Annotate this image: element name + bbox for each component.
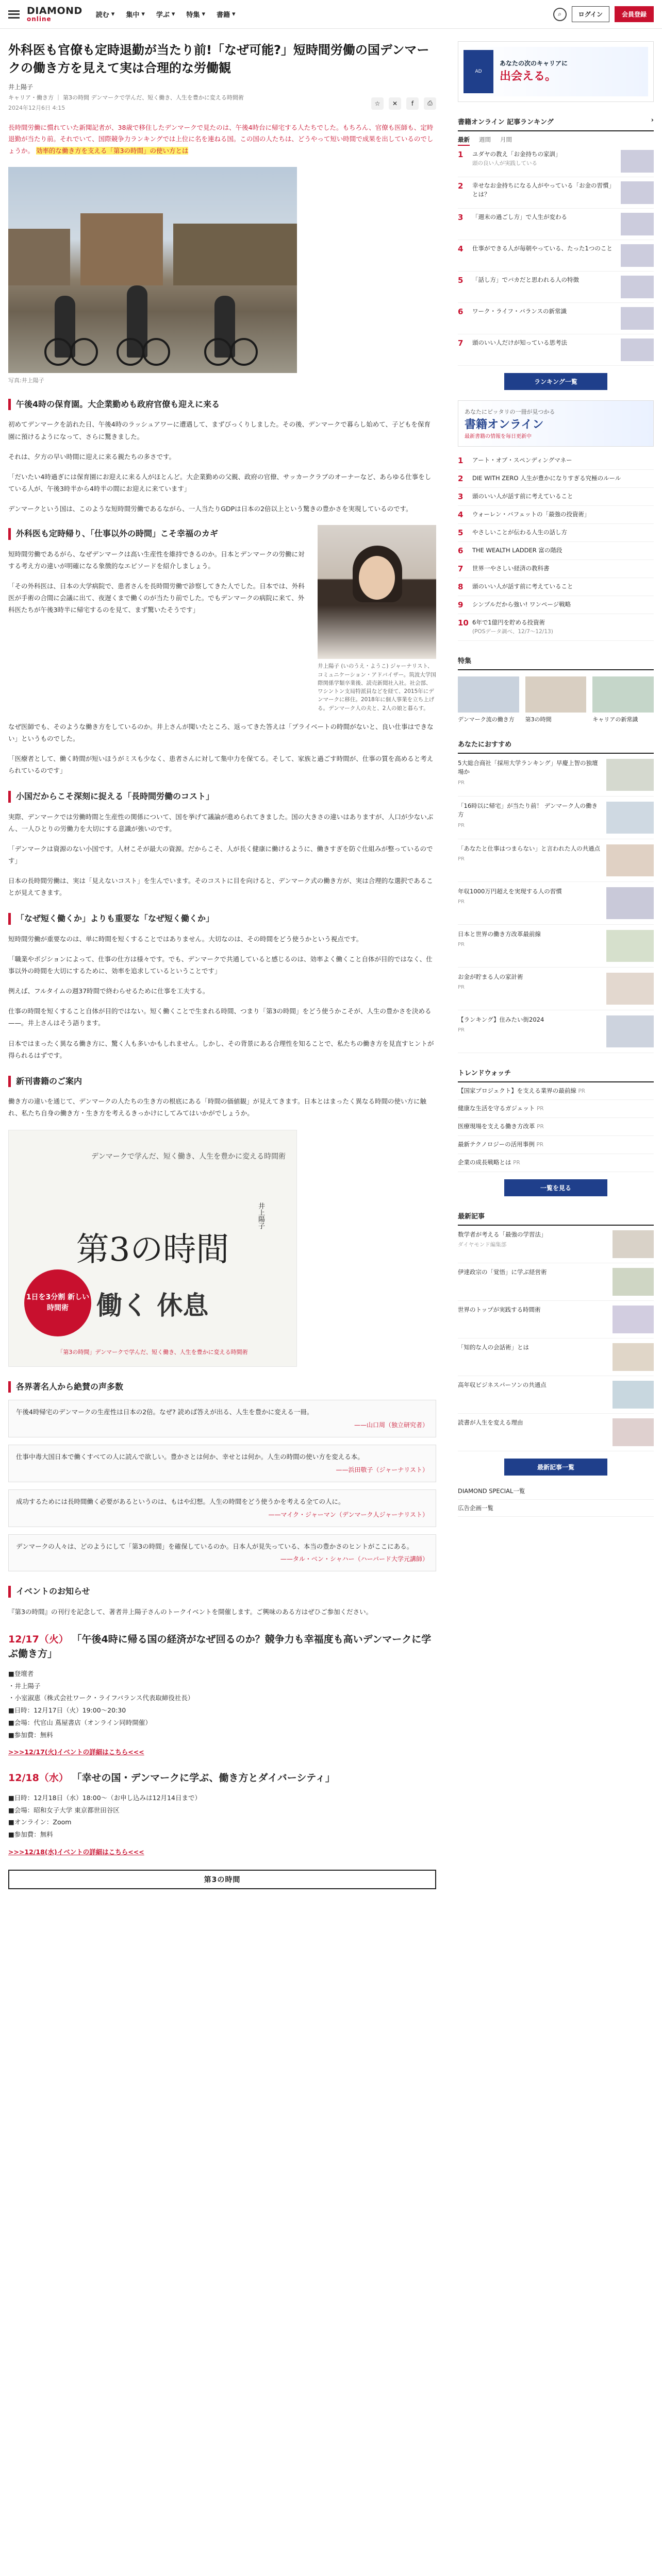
- ad-cover-image: AD: [464, 50, 493, 93]
- paragraph: 「職業やポジションによって、仕事の仕方は様々です。でも、デンマークで共通していると感じるのは、効率よく働くこと自体が目的ではなく、仕事以外の時間を大切にするために、効率を追求しているということです」: [8, 955, 433, 975]
- section-heading-1: 午後4時の保育園。大企業勤めも政府官僚も迎えに来る: [8, 399, 436, 410]
- thumbnail: [621, 338, 654, 361]
- tab-latest[interactable]: 最新: [458, 135, 470, 146]
- author-portrait: [318, 525, 436, 713]
- recommend-heading: あなたにおすすめ: [458, 735, 654, 754]
- paragraph: 働き方の違いを通じて、デンマークの人たちの生き方の根底にある「時間の価値観」が見えてきます。日本とはまったく異なる時間の使い方に触れ、私たち自身の働き方・生き方を考えるきっかけにしてみてはいかがでしょうか。: [8, 1097, 427, 1117]
- nav-item-read[interactable]: 読む ▾: [95, 10, 115, 19]
- list-item[interactable]: 企業の成長戦略とは PR: [458, 1154, 654, 1172]
- ranking-heading: 書籍オンライン 記事ランキング ›: [458, 112, 654, 131]
- nav-item-learn[interactable]: 学ぶ ▾: [156, 10, 175, 19]
- list-item[interactable]: 5大総合商社「採用大学ランキング」早慶上智の独壇場か PR: [458, 754, 654, 796]
- list-item[interactable]: 【ランキング】住みたい街2024 PR: [458, 1010, 654, 1053]
- paragraph: 短時間労働が重要なのは、単に時間を短くすることではありません。大切なのは、その時間をどう使うかという視点です。: [8, 935, 363, 943]
- feature-heading: 特集: [458, 651, 654, 670]
- book-ranking-list: [458, 452, 654, 641]
- paragraph: 「デンマークは資源のない小国です。人材こそが最大の資源。だからこそ、人が長く健康に働けるように、働きすぎを防ぐ仕組みが整っているのです」: [8, 844, 433, 865]
- thumbnail: [621, 276, 654, 298]
- sidebar: [458, 34, 654, 1889]
- paragraph: 短時間労働であるがら、なぜデンマークは高い生産性を維持できるのか。日本とデンマークの労働に対する考え方の違いが明確になる象徴的なエピソードを紹介しましょう。: [8, 550, 305, 570]
- endorsement-quote: 午後4時帰宅のデンマークの生産性は日本の2倍。なぜ? 読めば答えが出る、人生を豊かに変える一冊。 ——山口周（独立研究者）: [8, 1400, 436, 1437]
- list-item[interactable]: 医療現場を支える働き方改革 PR: [458, 1118, 654, 1136]
- paragraph: 例えば、フルタイムの週37時間で終わらせるために仕事を工夫する。: [8, 987, 209, 995]
- event-details-2: ■日時：12月18日（水）18:00～（お申し込みは12月14日まで） ■会場：昭和女子大学 東京都世田谷区 ■オンライン：Zoom ■参加費：無料: [8, 1793, 201, 1839]
- feature-card[interactable]: 第3の時間: [525, 676, 587, 724]
- feature-card[interactable]: キャリアの新常識: [592, 676, 654, 724]
- share-facebook-icon[interactable]: f: [406, 97, 419, 110]
- event-title-2: 12/18（水） 「幸せの国・デンマークに学ぶ、働き方とダイバーシティ」: [8, 1772, 335, 1784]
- list-item[interactable]: 1 アート・オブ・スペンディングマネー: [458, 452, 654, 470]
- article-category[interactable]: キャリア・働き方 ｜ 第3の時間 デンマークで学んだ、短く働き、人生を豊かに変える時間術: [8, 94, 244, 101]
- ranking-list: [458, 146, 654, 366]
- list-item[interactable]: 3 頭のいい人が話す前に考えていること: [458, 488, 654, 506]
- ad-title: 出会える。: [500, 70, 557, 83]
- list-item[interactable]: 4 ウォーレン・バフェットの「最強の投資術」: [458, 506, 654, 524]
- menu-icon[interactable]: [8, 10, 20, 19]
- paragraph: それは、夕方の早い時間に迎えに来る親たちの多さです。: [8, 452, 176, 461]
- book-online-ad[interactable]: あなたにピッタリの一冊が見つかる 書籍オンライン 最新書籍の情報を毎日更新中: [458, 400, 654, 447]
- events-intro: 『第3の時間』の刊行を記念して、著者井上陽子さんのトークイベントを開催します。ご興味のある方はぜひご参加ください。: [8, 1607, 373, 1616]
- event-link-2[interactable]: >>>12/18(水)イベントの詳細はこちら<<<: [8, 1848, 144, 1856]
- book-banner[interactable]: 第3の時間: [8, 1870, 436, 1889]
- book-cover[interactable]: [8, 1130, 297, 1367]
- section-heading-3: 小国だからこそ深刻に捉える「長時間労働のコスト」: [8, 791, 436, 802]
- logo-line1: DIAMOND: [27, 5, 82, 16]
- list-item[interactable]: 4 仕事ができる人が毎朝やっている、たった1つのこと: [458, 240, 654, 272]
- book-cover-text: 働く 休息: [96, 1290, 209, 1320]
- list-item[interactable]: 6 THE WEALTH LADDER 富の階段: [458, 542, 654, 560]
- paragraph: 日本ではまったく異なる働き方に、驚く人も多いかもしれません。しかし、その背景にある合理性を知ることで、私たちの働き方を見直すヒントが得られるはずです。: [8, 1039, 434, 1059]
- list-item[interactable]: 健康な生活を守るガジェット PR: [458, 1100, 654, 1118]
- latest-heading: 最新記事: [458, 1207, 654, 1226]
- event-title-1: 12/17（火） 「午後4時に帰る国の経済がなぜ回るのか？競争力も幸福度も高いデンマークに学ぶ働き方」: [8, 1633, 432, 1660]
- paragraph: 仕事の時間を短くすること自体が目的ではない。短く働くことで生まれる時間、つまり「第3の時間」をどう使うかこそが、人生の豊かさを決める——。井上さんはそう語ります。: [8, 1007, 432, 1027]
- list-item[interactable]: 数学者が考える「最強の学習法」 ダイヤモンド編集部: [458, 1226, 654, 1263]
- endorsement-quote: 仕事中毒大国日本で働くすべての人に読んで欲しい。豊かさとは何か、幸せとは何か。人生の時間の使い方を変える本。 ——浜田敬子（ジャーナリスト）: [8, 1445, 436, 1482]
- feature-cards: [458, 676, 654, 724]
- recommend-list: [458, 754, 654, 1053]
- trend-heading: トレンドウォッチ: [458, 1063, 654, 1082]
- publish-date: 2024年12月6日 4:15: [8, 104, 65, 111]
- nav-item-books[interactable]: 書籍 ▾: [216, 10, 236, 19]
- list-item[interactable]: お金が貯まる人の家計術 PR: [458, 968, 654, 1010]
- list-item[interactable]: 「16時以に帰宅」が当たり前！ デンマーク人の働き方 PR: [458, 796, 654, 839]
- trend-list-button[interactable]: 一覧を見る: [504, 1179, 607, 1196]
- list-item[interactable]: 最新テクノロジーの活用事例 PR: [458, 1136, 654, 1154]
- site-header: [0, 0, 662, 29]
- events-heading: イベントのお知らせ: [8, 1586, 436, 1597]
- print-icon[interactable]: ⎙: [424, 97, 436, 110]
- share-x-icon[interactable]: ✕: [389, 97, 401, 110]
- article-lead: 長時間労働に慣れていた新聞記者が、38歳で移住したデンマークで見たのは、午後4時台に帰宅する人たちでした。もちろん、官僚も医師も、定時退勤が当たり前。それでいて、国際競争力ランキングでは上位に名を連ねる国。この国の人たちは、どうやって短い時間で成果を出しているのでしょうか。 効率的な働き方を支える「第3の時間」の使い方とは: [8, 123, 434, 155]
- register-button[interactable]: 会員登録: [615, 6, 654, 22]
- footer-link[interactable]: DIAMOND SPECIAL一覧: [458, 1483, 654, 1500]
- login-button[interactable]: ログイン: [572, 6, 609, 22]
- trend-list: [458, 1082, 654, 1172]
- list-item[interactable]: 読書が人生を変える理由: [458, 1414, 654, 1451]
- paragraph: 日本の長時間労働は、実は「見えないコスト」を生んでいます。そのコストに目を向けると、デンマーク式の働き方が、実は合理的な選択であることが見えてきます。: [8, 877, 433, 897]
- feature-card[interactable]: デンマーク流の働き方: [458, 676, 519, 724]
- search-icon[interactable]: ⌕: [553, 8, 567, 21]
- book-subtitle: デンマークで学んだ、短く働き、人生を豊かに変える時間術: [91, 1152, 286, 1161]
- event-link-1[interactable]: >>>12/17(火)イベントの詳細はこちら<<<: [8, 1748, 144, 1756]
- ranking-tabs: [458, 135, 654, 146]
- chevron-right-icon: ›: [651, 116, 654, 124]
- thumbnail: [621, 244, 654, 267]
- ranking-list-button[interactable]: ランキング一覧: [504, 373, 607, 390]
- list-item[interactable]: 9 シンプルだから強い! ワンページ戦略: [458, 596, 654, 614]
- list-item[interactable]: 8 頭のいい人が話す前に考えていること: [458, 578, 654, 596]
- article-title: 外科医も官僚も定時退勤が当たり前!「なぜ可能?」短時間労働の国デンマークの働き方を見えて実は合理的な労働観: [8, 43, 429, 75]
- paragraph: 「その外科医は、日本の大学病院で、患者さんを長時間労働で診察してきた人でした。日本では、外科医が手術の合間に会議に出て、夜遅くまで働くのが当たり前でした。でもデンマークの病院に来て、外科医たちが午後3時半に帰宅するのを見て、まず驚いたそうです」: [8, 582, 305, 614]
- footer-link[interactable]: 広告企画一覧: [458, 1500, 654, 1517]
- event-details-1: ■登壇者 ・井上陽子 ・小室淑恵（株式会社ワーク・ライフバランス代表取締役社長） ■日時：12月17日（火）19:00～20:30 ■会場：代官山 蔦屋書店（オンライン同時開催） ■参加費：無料: [8, 1669, 194, 1739]
- section-heading-5: 新刊書籍のご案内: [8, 1076, 436, 1087]
- list-item[interactable]: 7 頭のいい人だけが知っている思考法: [458, 334, 654, 366]
- article-photo: [8, 167, 297, 373]
- tab-monthly[interactable]: 月間: [500, 136, 512, 143]
- nav-item-focus[interactable]: 集中 ▾: [126, 10, 145, 19]
- logo-line2: online: [27, 15, 52, 23]
- voices-heading: 各界著名人から絶賛の声多数: [8, 1381, 436, 1393]
- ad-banner[interactable]: [458, 41, 654, 102]
- paragraph: 実際、デンマークでは労働時間と生産性の関係について、国を挙げて議論が進められてきました。国の大きさの違いはありますが、人口が少ないぶん、一人ひとりの労働力を大切にする意識が強いのです。: [8, 812, 434, 833]
- paragraph: 初めてデンマークを訪れた日、午後4時のラッシュアワーに遭遇して、まずびっくりしました。その後、デンマークで暮らし始めて、子どもを保育園に預けるようになって、さらに驚きました。: [8, 420, 431, 440]
- paragraph: 「医療者として、働く時間が短いほうがミスも少なく、患者さんに対して集中力を保てる。そして、家族と過ごす時間が、仕事の質を高めると考えられているのです」: [8, 755, 434, 775]
- photo-caption: 写真:井上陽子: [8, 377, 44, 384]
- list-item[interactable]: 5 「話し方」でバカだと思われる人の特徴: [458, 272, 654, 303]
- thumbnail: [621, 181, 654, 204]
- paragraph: デンマークという国は、このような短時間労働であるながら、一人当たりGDPは日本の2倍以上という驚きの豊かさを実現しているのです。: [8, 505, 412, 513]
- list-item[interactable]: 伊達政宗の「覚悟」に学ぶ経営術: [458, 1263, 654, 1301]
- book-title: 第3の時間: [76, 1230, 229, 1269]
- paragraph: なぜ医師でも、そのような働き方をしているのか。井上さんが聞いたところ、返ってきた答えは「プライベートの時間がないと、良い仕事はできない」というものでした。: [8, 722, 434, 742]
- endorsement-quote: デンマークの人々は、どのようにして「第3の時間」を確保しているのか。日本人が見失っている、本当の豊かさのヒントがここにある。 ——タル・ベン・シャハー（ハーバード大学元講師）: [8, 1534, 436, 1572]
- list-item[interactable]: 「あなたと仕事はつまらない」と言われた人の共通点 PR: [458, 839, 654, 882]
- thumbnail: [621, 307, 654, 330]
- list-item[interactable]: 世界のトップが実践する時間術: [458, 1301, 654, 1338]
- nav-item-feature[interactable]: 特集 ▾: [186, 10, 205, 19]
- list-item[interactable]: 6 ワーク・ライフ・バランスの新常識: [458, 303, 654, 334]
- list-item[interactable]: 2 DIE WITH ZERO 人生が豊かになりすぎる究極のルール: [458, 470, 654, 488]
- thumbnail: [621, 213, 654, 235]
- list-item[interactable]: 1 ユダヤの教え「お金持ちの家訓」 頭の良い人が実践している: [458, 146, 654, 177]
- latest-list-button[interactable]: 最新記事一覧: [504, 1459, 607, 1476]
- site-logo[interactable]: [27, 6, 82, 22]
- article-main: [8, 34, 436, 1889]
- section-heading-2: 外科医も定時帰り、「仕事以外の時間」こそ幸福のカギ: [8, 528, 307, 539]
- list-item[interactable]: 「知的な人の会話術」とは: [458, 1338, 654, 1376]
- bookmark-icon[interactable]: ☆: [371, 97, 384, 110]
- list-item[interactable]: 【国家プロジェクト】を支える業界の最前線 PR: [458, 1082, 654, 1100]
- list-item[interactable]: 5 やさしいことが伝わる人生の話し方: [458, 524, 654, 542]
- endorsement-quote: 成功するためには長時間働く必要があるというのは、もはや幻想。人生の時間をどう使うかを考える全ての人に。 ——マイク・ジャーマン（デンマーク人ジャーナリスト）: [8, 1489, 436, 1527]
- list-item[interactable]: 7 世界一やさしい経済の教科書: [458, 560, 654, 578]
- list-item[interactable]: 日本と世界の働き方改革最前線 PR: [458, 925, 654, 968]
- book-band: 「第3の時間」デンマークで学んだ、短く働き、人生を豊かに変える時間術: [57, 1348, 248, 1355]
- list-item[interactable]: 年収1000万円超えを実現する人の習慣 PR: [458, 882, 654, 925]
- tab-weekly[interactable]: 週間: [479, 136, 491, 143]
- paragraph: 「だいたい4時過ぎには保育園にお迎えに来る人がほとんど。大企業勤めの父親、政府の官僚、サッカークラブのオーナーなど、あらゆる仕事をしている人が、午後3時半から4時半の間にお迎えに来ています」: [8, 472, 432, 493]
- lead-highlight: 効率的な働き方を支える「第3の時間」の使い方とは: [36, 146, 189, 155]
- list-item[interactable]: 高年収ビジネスパーソンの共通点: [458, 1376, 654, 1414]
- ad-subtitle: あなたの次のキャリアに: [500, 59, 568, 67]
- book-badge: 1日を3分割 新しい時間術: [24, 1269, 91, 1336]
- list-item[interactable]: 2 幸せなお金持ちになる人がやっている「お金の習慣」とは？: [458, 177, 654, 209]
- section-heading-4: 「なぜ短く働くか」よりも重要な「なぜ短く働くか」: [8, 913, 436, 924]
- list-item[interactable]: 3 「週末の過ごし方」で人生が変わる: [458, 209, 654, 240]
- latest-list: [458, 1226, 654, 1451]
- author-name[interactable]: 井上陽子: [8, 83, 34, 91]
- top-nav: [96, 9, 236, 19]
- list-item[interactable]: 10 6年で1億円を貯める投資術 (POSデータ調べ、12/7〜12/13): [458, 614, 654, 641]
- thumbnail: [621, 150, 654, 173]
- book-author: 井上陽子: [257, 1202, 264, 1229]
- portrait-caption: 井上陽子 (いのうえ・ようこ) ジャーナリスト、コミュニケーション・アドバイザー。筑波大学国際関係学類卒業後、読売新聞社入社。社会部、ワシントン支局特派員などを経て、2015年にデンマークに移住。2018年に個人事業を立ち上げる。デンマーク人の夫と、2人の娘と暮らす。: [318, 663, 436, 711]
